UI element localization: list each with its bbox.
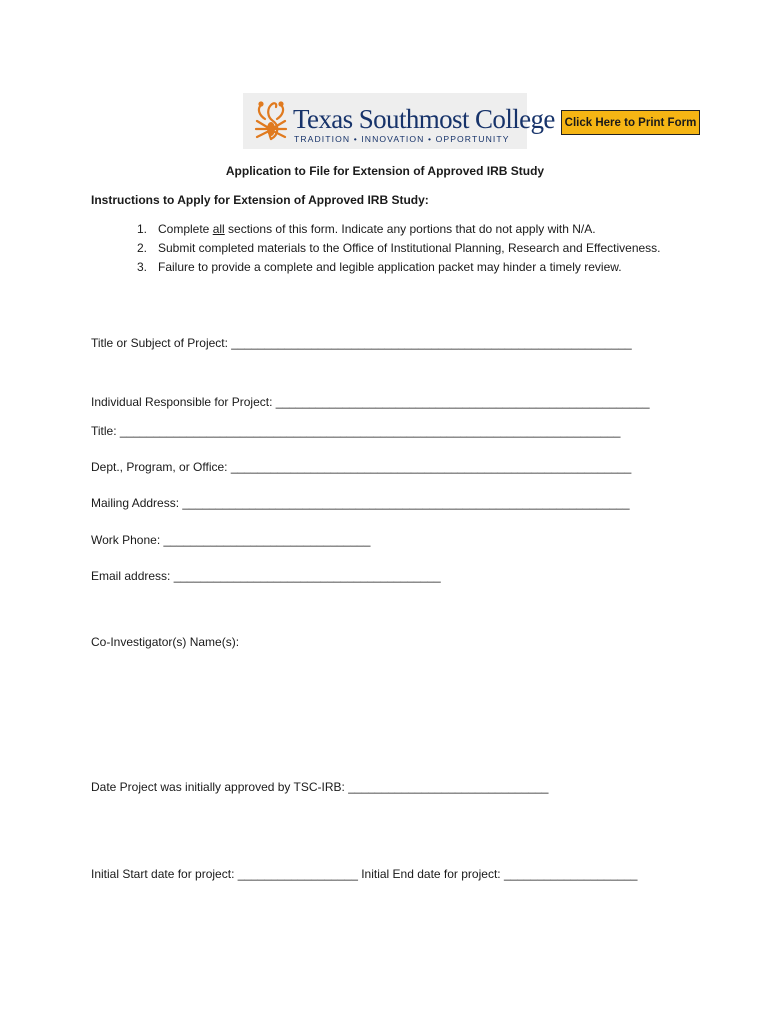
instruction-number: 1. <box>137 222 148 236</box>
college-name: Texas Southmost College <box>293 104 555 134</box>
college-tagline: TRADITION • INNOVATION • OPPORTUNITY <box>294 134 510 144</box>
instruction-number: 3. <box>137 260 148 274</box>
instructions-heading: Instructions to Apply for Extension of Approved IRB Study: <box>91 193 429 207</box>
instruction-text: Complete <box>158 222 213 236</box>
title-field[interactable]: Title: ___________________________________________________________________________ <box>91 424 621 438</box>
project-dates-field[interactable]: Initial Start date for project: __________________ Initial End date for project: ____________________ <box>91 867 638 881</box>
instruction-number: 2. <box>137 241 148 255</box>
email-field[interactable]: Email address: ________________________________________ <box>91 569 441 583</box>
individual-responsible-field[interactable]: Individual Responsible for Project: ________________________________________________________ <box>91 395 650 409</box>
project-title-field[interactable]: Title or Subject of Project: ____________________________________________________________ <box>91 336 632 350</box>
instruction-emphasis: all <box>212 222 225 236</box>
mailing-address-field[interactable]: Mailing Address: ___________________________________________________________________ <box>91 496 630 510</box>
print-form-button[interactable]: Click Here to Print Form <box>561 110 700 135</box>
date-approved-field[interactable]: Date Project was initially approved by TSC-IRB: ______________________________ <box>91 780 549 794</box>
instruction-item <box>137 220 677 239</box>
work-phone-field[interactable]: Work Phone: _______________________________ <box>91 533 371 547</box>
department-field[interactable]: Dept., Program, or Office: ____________________________________________________________ <box>91 460 632 474</box>
document-title: Application to File for Extension of Approved IRB Study <box>225 164 545 178</box>
instruction-item <box>137 258 677 277</box>
instruction-text: Failure to provide a complete and legible application packet may hinder a timely review. <box>158 260 622 274</box>
instruction-item <box>137 239 677 258</box>
scorpion-icon <box>249 95 293 147</box>
instructions-list <box>137 220 677 277</box>
co-investigators-field[interactable]: Co-Investigator(s) Name(s): <box>91 635 240 649</box>
instruction-text: sections of this form. Indicate any portions that do not apply with N/A. <box>224 222 596 236</box>
college-logo <box>243 93 555 149</box>
instruction-text: Submit completed materials to the Office of Institutional Planning, Research and Effectiveness. <box>158 241 661 255</box>
